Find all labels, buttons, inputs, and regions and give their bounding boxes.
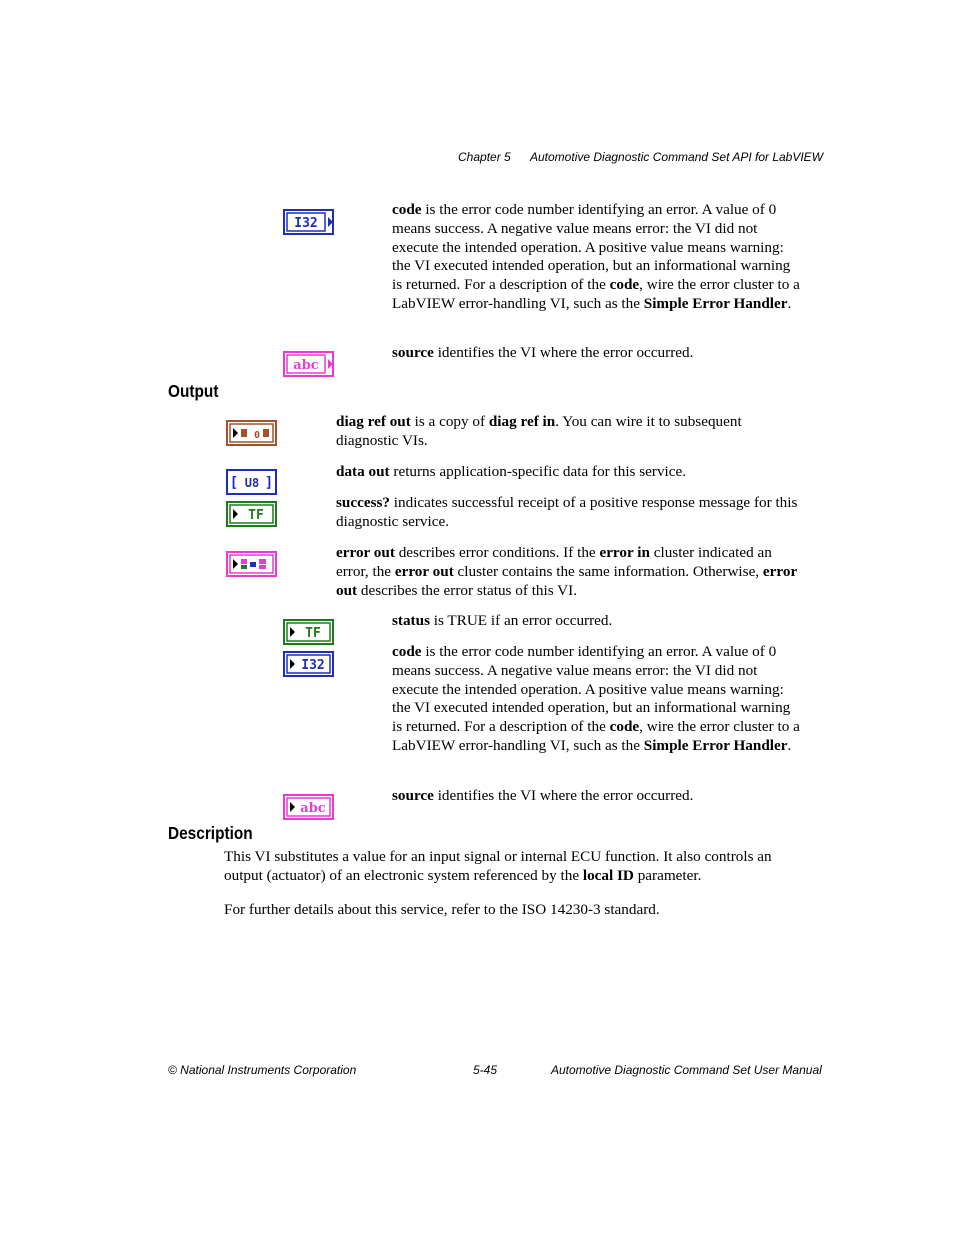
status-boolean-icon [283, 619, 334, 645]
description-paragraph-1: This VI substitutes a value for an input signal or internal ECU function. It also controls an output (actuator) of an electronic system referenced by the local ID parameter. [224, 848, 772, 884]
i32-terminal-icon [283, 209, 334, 235]
output-code-desc: code is the error code number identifying an error. A value of 0 means success. A negative value means error: the VI did not execute the intended operation. A positive value means warning: the VI executed intended operation, but an informational warning is returned. For a description of the code, wire the error cluster to a LabVIEW error-handling VI, such as the Simple Error Handler. [392, 643, 800, 754]
description-heading: Description [168, 823, 253, 843]
data-out-desc: data out returns application-specific data for this service. [336, 463, 687, 480]
svg-text:]: ] [264, 475, 274, 491]
svg-text:I32: I32 [301, 658, 325, 673]
string-terminal-icon [283, 351, 334, 377]
error-out-desc: error out describes error conditions. If the error in cluster indicated an error, the error out cluster contains the same information. Otherwise, error out describes the error status of this VI. [336, 544, 797, 599]
diag-ref-out-desc: diag ref out is a copy of diag ref in. You can wire it to subsequent diagnostic VIs. [336, 413, 742, 449]
header-title: Automotive Diagnostic Command Set API for LabVIEW [530, 150, 824, 164]
source-string-icon [283, 794, 334, 820]
u8-array-terminal-icon [226, 469, 277, 495]
svg-text:0: 0 [253, 430, 261, 441]
svg-text:TF: TF [305, 626, 321, 641]
header-chapter: Chapter 5 [458, 150, 511, 164]
code-i32-icon [283, 651, 334, 677]
input-code-desc: code is the error code number identifying an error. A value of 0 means success. A negative value means error: the VI did not execute the intended operation. A positive value means warning: the VI executed intended operation, but an informational warning is returned. For a description of the code, wire the error cluster to a LabVIEW error-handling VI, such as the Simple Error Handler. [392, 201, 800, 312]
description-paragraph-2: For further details about this service, refer to the ISO 14230-3 standard. [224, 901, 660, 918]
status-desc: status is TRUE if an error occurred. [392, 612, 613, 629]
output-heading: Output [168, 381, 219, 401]
footer-copyright: © National Instruments Corporation [168, 1063, 357, 1077]
i32-label: I32 [294, 216, 318, 231]
svg-text:U8: U8 [244, 476, 260, 490]
svg-text:[: [ [229, 475, 239, 491]
success-desc: success? indicates successful receipt of a positive response message for this diagnostic service. [336, 494, 798, 530]
svg-text:abc: abc [300, 801, 326, 816]
error-cluster-terminal-icon [226, 551, 277, 577]
footer-manual-title: Automotive Diagnostic Command Set User Manual [551, 1063, 822, 1077]
input-source-desc: source identifies the VI where the error occurred. [392, 344, 694, 361]
refnum-terminal-icon [226, 420, 277, 446]
output-source-desc: source identifies the VI where the error occurred. [392, 787, 694, 804]
svg-text:TF: TF [248, 508, 264, 523]
boolean-terminal-icon [226, 501, 277, 527]
footer-page-number: 5-45 [473, 1063, 498, 1077]
svg-text:abc: abc [293, 358, 319, 373]
